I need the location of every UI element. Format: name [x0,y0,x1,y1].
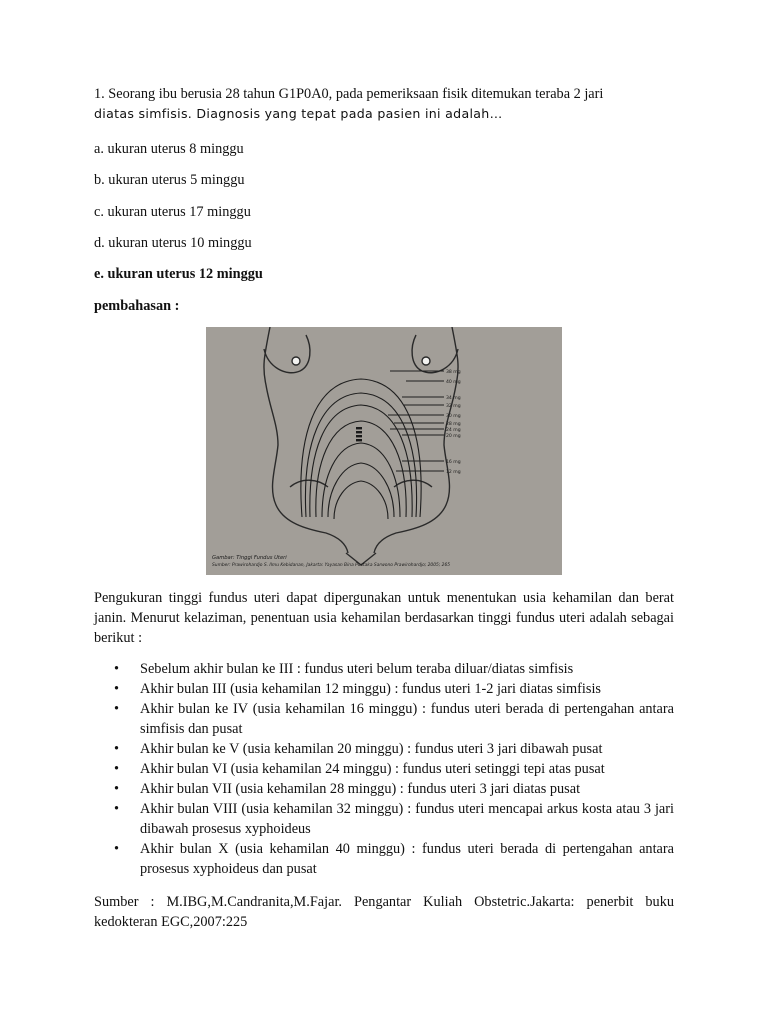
bullet-list [94,659,674,879]
list-item-text: Akhir bulan X (usia kehamilan 40 minggu) : fundus uteri berada di pertengahan antara prosesus xyphoideus dan pusat [140,841,674,877]
bullet-icon: • [114,781,120,797]
list-item [94,699,674,739]
week-label-30: 30 mg [446,414,461,419]
list-item [94,759,674,779]
figure-caption-title: Gambar: Tinggi Fundus Uteri [212,555,287,561]
list-item [94,799,674,839]
list-item [94,659,674,679]
list-item-text: Sebelum akhir bulan ke III : fundus uteri belum teraba diluar/diatas simfisis [140,661,574,677]
list-item-text: Akhir bulan VIII (usia kehamilan 32 minggu) : fundus uteri mencapai arkus kosta atau 3 jari dibawah prosesus xyphoideus [140,801,674,837]
week-label-12: 12 mg [446,470,461,475]
week-label-24: 24 mg [446,428,461,433]
intro-paragraph: Pengukuran tinggi fundus uteri dapat dipergunakan untuk menentukan usia kehamilan dan berat janin. Menurut kelaziman, penentuan usia kehamilan berdasarkan tinggi fundus uteri adalah sebagai berikut : [94,590,674,646]
bullet-icon: • [114,841,120,857]
question-line-2: diatas simfisis. Diagnosis yang tepat pada pasien ini adalah… [94,106,503,121]
list-item [94,679,674,699]
list-item-text: Akhir bulan ke V (usia kehamilan 20 minggu) : fundus uteri 3 jari dibawah pusat [140,741,603,757]
week-label-28: 28 mg [446,422,461,427]
week-labels [446,369,461,475]
list-item-text: Akhir bulan ke IV (usia kehamilan 16 minggu) : fundus uteri berada di pertengahan antara simfisis dan pusat [140,701,674,737]
list-item [94,779,674,799]
week-label-34: 34 mg [446,396,461,401]
week-label-16: 16 mg [446,460,461,465]
list-item-text: Akhir bulan VI (usia kehamilan 24 minggu) : fundus uteri setinggi tepi atas pusat [140,761,605,777]
option-d: d. ukuran uterus 10 minggu [94,235,252,251]
bullet-icon: • [114,741,120,757]
list-item [94,839,674,879]
week-label-40: 40 mg [446,380,461,385]
discussion-heading: pembahasan : [94,298,180,314]
list-item [94,739,674,759]
week-label-32: 32 mg [446,404,461,409]
list-item-text: Akhir bulan VII (usia kehamilan 28 minggu) : fundus uteri 3 jari diatas pusat [140,781,581,797]
bullet-icon: • [114,661,120,677]
question-line-1: 1. Seorang ibu berusia 28 tahun G1P0A0, pada pemeriksaan fisik ditemukan teraba 2 jari [94,86,604,102]
question-text [94,84,674,124]
option-a: a. ukuran uterus 8 minggu [94,141,244,157]
week-label-38: 38 mg [446,370,461,375]
bullet-icon: • [114,761,120,777]
bullet-icon: • [114,701,120,717]
figure-caption-source: Sumber: Prawirohardjo S. Ilmu Kebidanan, Jakarta: Yayasan Bina Pustaka Sarwono Prawirohardjo; 2005; 265 [212,563,451,568]
bullet-icon: • [114,681,120,697]
list-item-text: Akhir bulan III (usia kehamilan 12 minggu) : fundus uteri 1-2 jari diatas simfisis [140,681,601,697]
source-citation: Sumber : M.IBG,M.Candranita,M.Fajar. Pengantar Kuliah Obstetric.Jakarta: penerbit buku kedokteran EGC,2007:225 [94,894,674,930]
option-e-answer: e. ukuran uterus 12 minggu [94,266,263,282]
figure-background [206,327,562,575]
bullet-icon: • [114,801,120,817]
fundal-height-figure [206,327,562,575]
week-label-20: 20 mg [446,434,461,439]
option-b: b. ukuran uterus 5 minggu [94,172,245,188]
option-c: c. ukuran uterus 17 minggu [94,204,251,220]
